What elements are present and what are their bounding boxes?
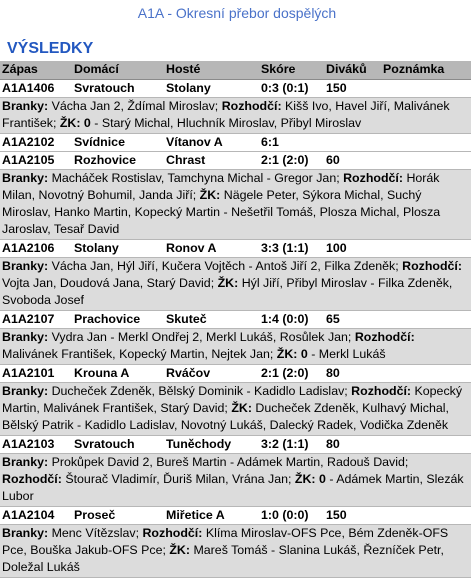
column-header-home: Domácí — [74, 62, 119, 76]
detail-label: Rozhodčí: — [142, 526, 203, 540]
match-details — [0, 170, 471, 240]
spectators: 80 — [326, 366, 340, 380]
detail-label: Rozhodčí: — [354, 330, 415, 344]
column-header-note: Poznámka — [383, 62, 445, 76]
detail-label: Rozhodčí: — [221, 99, 282, 113]
detail-text: Menc Vítězslav; — [48, 526, 143, 540]
detail-text: Nägele Peter, Sýkora Michal, Suchý Miroslav, Hanko Martin, Kopecký Martin - Nešetřil Tomáš, Plosza Michal, Plosza Jaroslav, Tesař David — [2, 188, 441, 236]
match-details — [0, 98, 471, 134]
spectators: 80 — [326, 437, 340, 451]
detail-label: Branky: — [2, 455, 49, 469]
score: 0:3 (0:1) — [261, 81, 309, 95]
home-team: Proseč — [74, 508, 116, 522]
table-row — [0, 240, 471, 258]
home-team: Rozhovice — [74, 153, 136, 167]
spectators: 60 — [326, 153, 340, 167]
detail-label: ŽK: — [199, 188, 221, 202]
detail-text: Prokůpek David 2, Bureš Martin - Adámek Martin, Radouš David; — [48, 455, 409, 469]
detail-text: - Starý Michal, Hluchník Miroslav, Přibyl Miroslav — [90, 116, 362, 130]
detail-text: Vácha Jan, Hýl Jiří, Kučera Vojtěch - Antoš Jiří 2, Filka Zdeněk; — [48, 259, 403, 273]
detail-label: Rozhodčí: — [402, 259, 463, 273]
column-header-match: Zápas — [2, 62, 38, 76]
score: 1:4 (0:0) — [261, 312, 309, 326]
table-row — [0, 365, 471, 383]
detail-text: Kopecký Martin, Malivánek František, Starý David; — [2, 384, 463, 415]
spectators: 150 — [326, 508, 347, 522]
match-id: A1A2106 — [2, 241, 55, 255]
column-header-spectators: Diváků — [326, 62, 367, 76]
detail-label: Rozhodčí: — [351, 384, 412, 398]
match-id: A1A2101 — [2, 366, 55, 380]
detail-text: Vydra Jan - Merkl Ondřej 2, Merkl Lukáš, Rosůlek Jan; — [48, 330, 355, 344]
spectators: 65 — [326, 312, 340, 326]
away-team: Stolany — [166, 81, 211, 95]
page-title: A1A - Okresní přebor dospělých — [137, 5, 337, 21]
home-team: Svratouch — [74, 437, 135, 451]
away-team: Miřetice A — [166, 508, 225, 522]
score: 2:1 (2:0) — [261, 153, 309, 167]
results-table — [0, 61, 471, 578]
detail-text: Malivánek František, Kopecký Martin, Nejtek Jan; — [2, 347, 277, 361]
match-id: A1A1406 — [2, 81, 55, 95]
detail-text: Macháček Rostislav, Tamchyna Michal - Gregor Jan; — [48, 171, 344, 185]
detail-text: Kišš Ivo, Havel Jiří, Malivánek František; — [2, 99, 450, 130]
detail-label: Branky: — [2, 384, 49, 398]
match-id: A1A2107 — [2, 312, 55, 326]
detail-label: Branky: — [2, 330, 49, 344]
detail-text: Horák Milan, Novotný Bohumil, Janda Jiří; — [2, 171, 440, 202]
score: 2:1 (2:0) — [261, 366, 309, 380]
detail-text: Štourač Vladimír, Ďuriš Milan, Vrána Jan; — [61, 472, 295, 486]
table-row — [0, 436, 471, 454]
detail-label: Rozhodčí: — [343, 171, 403, 185]
detail-label: Rozhodčí: — [2, 472, 62, 486]
match-details — [0, 454, 471, 507]
home-team: Svídnice — [74, 135, 125, 149]
detail-text: Vojta Jan, Doudová Jana, Starý David; — [2, 276, 218, 290]
detail-text: - Merkl Lukáš — [307, 347, 386, 361]
detail-label: Branky: — [2, 259, 49, 273]
detail-label: ŽK: 0 — [276, 347, 308, 361]
detail-label: Branky: — [2, 99, 49, 113]
table-row — [0, 152, 471, 170]
detail-text: Klíma Miroslav-OFS Pce, Bém Zdeněk-OFS Pce, Bouška Jakub-OFS Pce; — [2, 526, 449, 557]
match-id: A1A2102 — [2, 135, 55, 149]
detail-text: Mareš Tomáš - Slanina Lukáš, Řezníček Petr, Doležal Lukáš — [2, 543, 444, 574]
detail-text: Ducheček Zdeněk, Kulhavý Michal, Bělský Patrik - Kadidlo Ladislav, Novotný Lukáš, Dalecký Radek, Vodička Zdeněk — [2, 401, 449, 432]
away-team: Vítanov A — [166, 135, 223, 149]
detail-label: ŽK: — [217, 276, 239, 290]
detail-text: Ducheček Zdeněk, Bělský Dominik - Kadidlo Ladislav; — [48, 384, 352, 398]
match-id: A1A2105 — [2, 153, 55, 167]
detail-label: ŽK: 0 — [294, 472, 326, 486]
table-row — [0, 311, 471, 329]
home-team: Svratouch — [74, 81, 135, 95]
detail-label: ŽK: 0 — [59, 116, 91, 130]
detail-text: Hýl Jiří, Přibyl Miroslav - Filka Zdeněk, Svoboda Josef — [2, 276, 453, 307]
table-row — [0, 507, 471, 525]
away-team: Ronov A — [166, 241, 217, 255]
score: 6:1 — [261, 135, 279, 149]
score: 3:3 (1:1) — [261, 241, 309, 255]
detail-label: Branky: — [2, 526, 49, 540]
away-team: Tuněchody — [166, 437, 232, 451]
detail-label: Branky: — [2, 171, 49, 185]
column-header-away: Hosté — [166, 62, 201, 76]
away-team: Skuteč — [166, 312, 207, 326]
spectators: 100 — [326, 241, 347, 255]
column-header-score: Skóre — [261, 62, 296, 76]
score: 3:2 (1:1) — [261, 437, 309, 451]
home-team: Stolany — [74, 241, 119, 255]
away-team: Chrast — [166, 153, 206, 167]
match-details — [0, 525, 471, 578]
detail-label: ŽK: — [169, 543, 191, 557]
spectators: 150 — [326, 81, 347, 95]
detail-label: ŽK: — [231, 401, 252, 415]
home-team: Krouna A — [74, 366, 130, 380]
match-details — [0, 329, 471, 365]
match-id: A1A2103 — [2, 437, 55, 451]
table-row — [0, 80, 471, 98]
home-team: Prachovice — [74, 312, 141, 326]
detail-text: Vácha Jan 2, Ždímal Miroslav; — [48, 99, 222, 113]
detail-text: - Adámek Martin, Slezák Lubor — [2, 472, 464, 503]
match-details — [0, 258, 471, 311]
table-row — [0, 134, 471, 152]
table-header — [0, 61, 471, 80]
match-list — [0, 80, 471, 578]
score: 1:0 (0:0) — [261, 508, 309, 522]
match-details — [0, 383, 471, 436]
match-id: A1A2104 — [2, 508, 55, 522]
away-team: Rváčov — [166, 366, 211, 380]
section-heading: VÝSLEDKY — [7, 40, 94, 57]
